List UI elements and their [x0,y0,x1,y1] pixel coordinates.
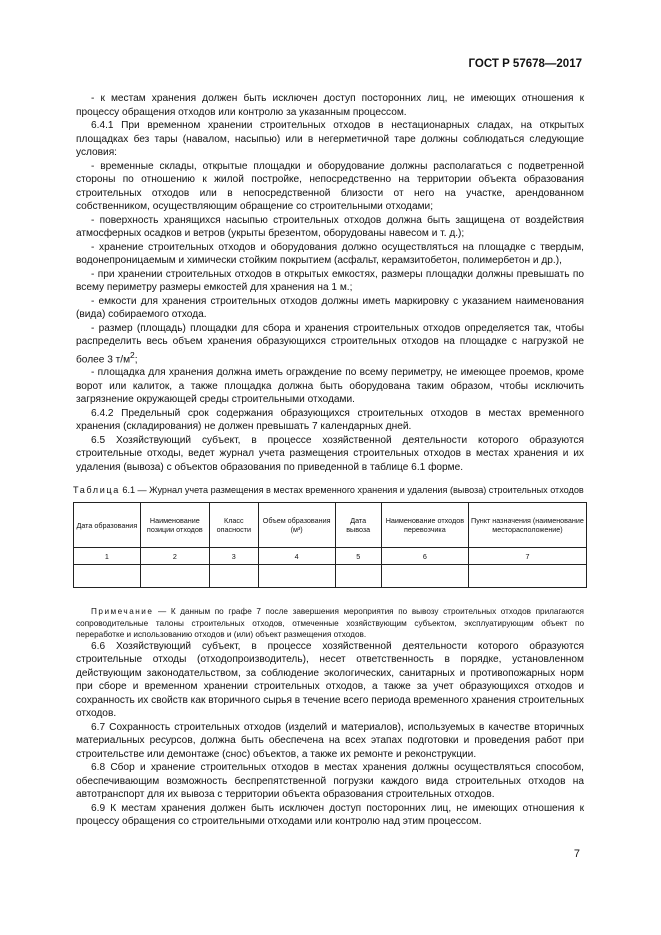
paragraph-load [76,322,584,367]
table-cell [209,565,258,588]
table-note [76,606,584,640]
waste-log-table [73,502,587,588]
column-number: 4 [258,548,335,565]
table-header-row [74,503,587,548]
paragraph-load-tail: ; [134,353,138,365]
column-number: 5 [335,548,381,565]
column-header: Наименование отходов перевозчика [381,503,468,548]
note-text: — К данным по графе 7 после завершения мероприятия по вывозу строительных отходов прилагаются сопроводительные талоны строительных отходов, отмеченные хозяйствующим субъектом, эксплуатирующим объект по переработке и использованию отходов и (или) объект размещения отходов. [76,607,584,639]
column-number: 3 [209,548,258,565]
table-cell [335,565,381,588]
note-label: Примечание [91,607,154,617]
table-caption-text: 6.1 — Журнал учета размещения в местах временного хранения и удаления (вывоза) строительных отходов [119,485,584,496]
paragraph: 6.9 К местам хранения должен быть исключен доступ посторонних лиц, не имеющих отношения к процессу обращения со строительными отходами или контролю над этим процессом. [76,802,584,828]
paragraph: - хранение строительных отходов и оборудования должно осуществляться на площадке с твердым, водонепроницаемым и химически стойким покрытием (асфальт, керамзитобетон, полимербетон и др.), [76,241,584,266]
page-number: 7 [573,848,580,860]
column-header: Дата образования [74,503,141,548]
table-cell [258,565,335,588]
table-caption [73,484,584,496]
paragraph: - площадка для хранения должна иметь ограждение по всему периметру, не имеющее проемов, кроме ворот или калиток, а также площадка должна быть оборудована таким образом, чтобы исключить загрязнение окружающей среды строительными отходами. [76,367,584,406]
paragraph: - временные склады, открытые площадки и оборудование должны располагаться с подветренной стороны по отношению к жилой постройке, непосредственно на территории объекта образования строительных отходов или в непосредственной близости от него на участке, арендованном собственником, осуществляющим обращение со строительными отходами; [76,160,584,212]
paragraph: 6.8 Сбор и хранение строительных отходов в местах хранения должны осуществляться способом, обеспечивающим возможность беспрепятственной погрузки каждого вида строительных отходов на автотранспорт для их вывоза с территории объекта образования строительных отходов. [76,762,584,801]
column-number: 6 [381,548,468,565]
paragraph: 6.6 Хозяйствующий субъект, в процессе хозяйственной деятельности которого образуются строительные отходы (отходопроизводитель), несет ответственность в порядке, установленном действующим законодательством, за соблюдение экологических, санитарных и противопожарных норм при сборе и временном хранении строительных отходов, а также за учет образующихся отходов и сохранность их свойств как вторичного сырья в течение всего периода временного хранения строительных отходов. [76,640,584,720]
paragraph: - поверхность хранящихся насыпью строительных отходов должна быть защищена от воздействия атмосферных осадков и ветров (укрыты брезентом, оборудованы навесом и т. д.); [76,214,584,239]
paragraph: - емкости для хранения строительных отходов должны иметь маркировку с указанием наименования (вида) собираемого отхода. [76,295,584,320]
paragraph: 6.5 Хозяйствующий субъект, в процессе хозяйственной деятельности которого образуются строительные отходы, ведет журнал учета размещения строительных отходов в местах хранения и их удаления (вывоза) с объектов образования по приведенной в таблице 6.1 форме. [76,434,584,473]
column-number: 2 [140,548,209,565]
column-header: Дата вывоза [335,503,381,548]
page-body [73,92,584,829]
column-header: Пункт назначения (наименование месторасположение) [468,503,586,548]
paragraph: 6.4.1 При временном хранении строительных отходов в нестационарных сладах, на открытых площадках без тары (навалом, насыпью) или в негерметичной таре должны соблюдаться следующие условия: [76,120,584,158]
table-caption-label: Таблица [73,485,120,496]
column-number: 1 [74,548,141,565]
paragraph-load-text: - размер (площадь) площадки для сбора и хранения строительных отходов определяется так, чтобы распределить весь объем хранения образующихся строительных отходов на площадке с нагрузкой не более 3 т/м [76,322,584,365]
column-header: Наименование позиции отходов [140,503,209,548]
table-cell [74,565,141,588]
column-header: Объем образования (м³) [258,503,335,548]
paragraph: 6.7 Сохранность строительных отходов (изделий и материалов), используемых в качестве вторичных материальных ресурсов, должна быть обеспечена на всех этапах подготовки и проведения работ при строительстве или демонтаже (снос) объектов, а также их ремонте и реконструкции. [76,721,584,760]
table-cell [381,565,468,588]
table-cell [468,565,586,588]
column-header: Класс опасности [209,503,258,548]
paragraph: 6.4.2 Предельный срок содержания образующихся строительных отходов в местах временного хранения (складирования) не должен превышать 7 календарных дней. [76,407,584,433]
paragraph: - при хранении строительных отходов в открытых емкостях, размеры площадки должны превышать по всему периметру размеры емкостей для хранения на 1 м.; [76,268,584,293]
document-code-header: ГОСТ Р 57678—2017 [468,58,582,70]
superscript: 2 [130,349,135,360]
table-number-row [74,548,587,565]
column-number: 7 [468,548,586,565]
paragraph: - к местам хранения должен быть исключен доступ посторонних лиц, не имеющих отношения к процессу обращения отходов или контролю за указанным процессом. [76,93,584,118]
table-empty-row [74,565,587,588]
table-cell [140,565,209,588]
